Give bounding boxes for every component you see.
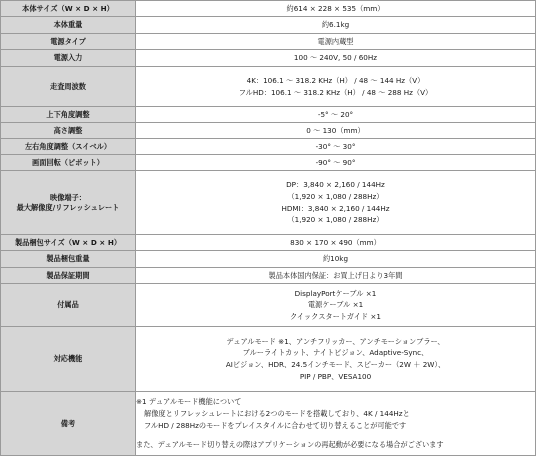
value-cell <box>136 139 536 155</box>
row-label-text: 製品梱包重量 <box>46 254 90 263</box>
remark-line <box>136 431 535 439</box>
value-cell <box>136 251 536 268</box>
value-cell <box>136 50 536 67</box>
row-label-text: 対応機能 <box>53 354 83 363</box>
row-label <box>1 155 136 171</box>
row-remarks <box>1 392 536 456</box>
row-label-text: 本体重量 <box>53 20 83 29</box>
value-line: -5° ～ 20° <box>317 109 354 119</box>
value-line: HDMI：3,840 × 2,160 / 144Hz <box>281 203 390 213</box>
value-cell <box>136 1 536 17</box>
row-label <box>1 268 136 284</box>
row-package-size <box>1 235 536 251</box>
value-cell <box>136 284 536 327</box>
row-power-input <box>1 50 536 67</box>
value-cell <box>136 67 536 107</box>
row-scan-frequency <box>1 67 536 107</box>
row-label <box>1 235 136 251</box>
remarks-cell <box>136 392 536 456</box>
row-accessories <box>1 284 536 327</box>
value-line: DP：3,840 × 2,160 / 144Hz <box>286 180 385 190</box>
row-label-text: 最大解像度/リフレッシュレート <box>16 202 120 212</box>
row-body-size <box>1 1 536 17</box>
row-pivot <box>1 155 536 171</box>
remark-line: 解像度とリフレッシュレートにおける2つのモードを搭載しており、4K / 144Hzと <box>144 408 410 418</box>
value-line: AIビジョン、HDR、24.5インチモード、スピーカー（2W ＋ 2W）、 <box>225 360 446 369</box>
row-tilt <box>1 107 536 123</box>
row-label-text: 走査周波数 <box>50 81 86 91</box>
row-label <box>1 327 136 392</box>
row-label <box>1 392 136 456</box>
value-line: DisplayPortケーブル ×1 <box>294 288 377 298</box>
row-label <box>1 1 136 17</box>
value-line: PIP / PBP、VESA100 <box>299 371 372 381</box>
value-line: 約614 × 228 × 535（mm） <box>286 3 385 13</box>
value-line: 電源内蔵型 <box>317 36 354 46</box>
remark-line: また、デュアルモード切り替えの際はアプリケーションの再起動が必要になる場合がございます <box>136 440 444 450</box>
value-line: クイックスタートガイド ×1 <box>290 311 381 321</box>
value-line: （1,920 × 1,080 / 288Hz） <box>287 191 384 201</box>
row-label <box>1 107 136 123</box>
value-line: -90° ～ 90° <box>315 157 356 167</box>
row-label-text: 製品保証期間 <box>46 270 90 280</box>
value-cell <box>136 107 536 123</box>
row-label <box>1 123 136 139</box>
row-label <box>1 50 136 67</box>
row-label <box>1 34 136 50</box>
row-label <box>1 251 136 268</box>
row-label-text: 画面回転（ピボット） <box>32 157 104 167</box>
value-cell <box>136 171 536 235</box>
value-line: （1,920 × 1,080 / 288Hz） <box>287 215 384 225</box>
row-label-text: 高さ調整 <box>53 125 83 135</box>
row-package-weight <box>1 251 536 268</box>
row-label-text: 本体サイズ（W × D × H） <box>22 3 114 13</box>
row-features <box>1 327 536 392</box>
row-power-type <box>1 34 536 50</box>
row-label-text: 左右角度調整（スイベル） <box>24 141 112 151</box>
row-label-text: 電源タイプ <box>50 36 86 46</box>
value-line: 約6.1kg <box>321 20 350 30</box>
row-video-ports <box>1 171 536 235</box>
row-label-text: 映像端子： <box>50 192 86 202</box>
value-cell <box>136 268 536 284</box>
value-line: 電源ケーブル ×1 <box>307 300 364 310</box>
row-label-text: 電源入力 <box>53 53 83 62</box>
row-label <box>1 67 136 107</box>
row-label <box>1 139 136 155</box>
value-line: 約10kg <box>322 254 349 264</box>
row-swivel <box>1 139 536 155</box>
value-line: フルHD：106.1 ～ 318.2 KHz（H） / 48 ～ 288 Hz（V） <box>238 87 433 97</box>
value-line: ブルーライトカット、ナイトビジョン、Adaptive-Sync、 <box>242 348 429 358</box>
value-cell <box>136 235 536 251</box>
value-cell <box>136 123 536 139</box>
row-label <box>1 284 136 327</box>
row-label <box>1 171 136 235</box>
row-label-text: 製品梱包サイズ（W × D × H） <box>14 237 122 247</box>
value-line: 830 × 170 × 490（mm） <box>290 237 381 247</box>
row-warranty <box>1 268 536 284</box>
value-line: 100 ～ 240V, 50 / 60Hz <box>293 53 378 63</box>
row-label-text: 上下角度調整 <box>46 109 90 119</box>
row-label-text: 付属品 <box>57 300 79 309</box>
remark-line: フルHD / 288Hzのモードをプレイスタイルに合わせて切り替えることが可能です <box>144 420 407 430</box>
row-label-text: 備考 <box>60 418 76 428</box>
row-body-weight <box>1 17 536 34</box>
value-cell <box>136 17 536 34</box>
value-line: 0 ～ 130（mm） <box>306 125 365 135</box>
value-line: デュアルモード ※1、アンチフリッカー、アンチモーションブラー、 <box>226 336 445 346</box>
value-cell <box>136 327 536 392</box>
row-label <box>1 17 136 34</box>
remark-line: ※1 デュアルモード機能について <box>136 397 242 407</box>
row-height-adjust <box>1 123 536 139</box>
value-line: -30° ～ 30° <box>315 141 356 151</box>
value-cell <box>136 155 536 171</box>
value-line: 製品本体国内保証：お買上げ日より3年間 <box>268 270 403 280</box>
value-line: 4K：106.1 ～ 318.2 KHz（H） / 48 ～ 144 Hz（V） <box>246 75 425 85</box>
value-cell <box>136 34 536 50</box>
